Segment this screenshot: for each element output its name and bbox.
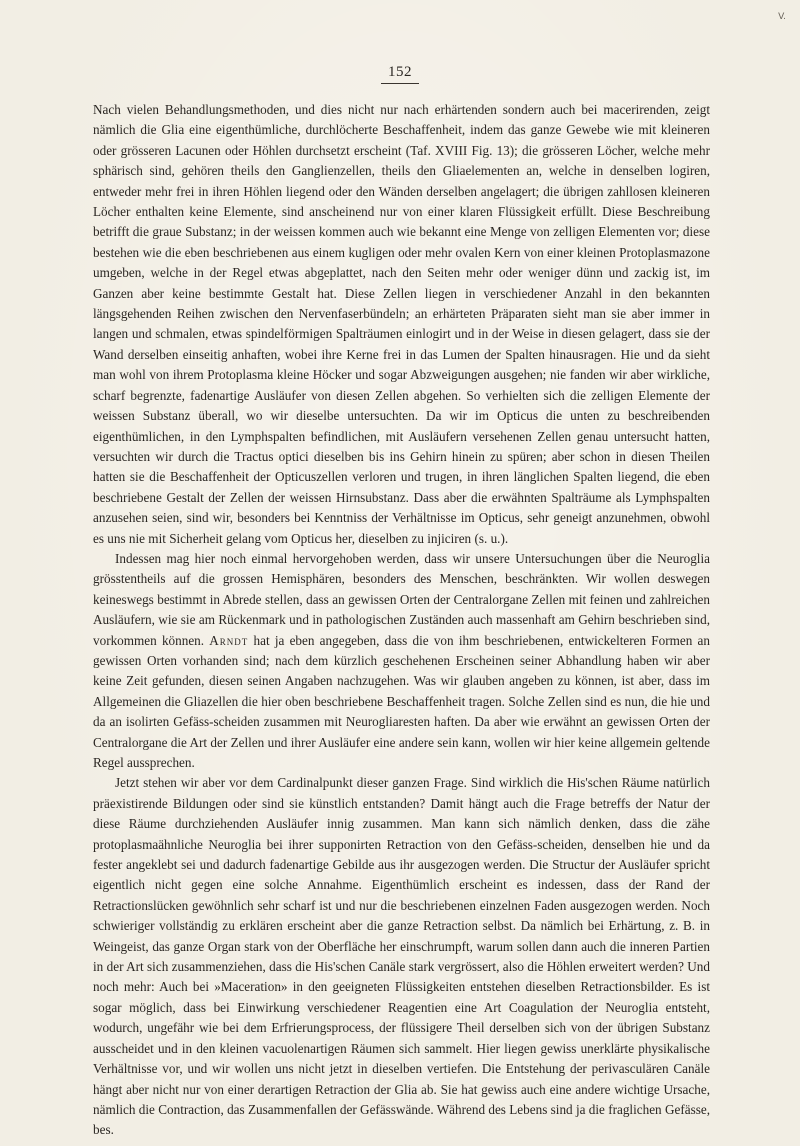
page-number: 152 [388,64,412,80]
page-number-rule [381,83,419,84]
paragraph [93,549,710,773]
paragraph [93,773,710,1140]
text-segment: Jetzt stehen wir aber vor dem Cardinalpunkt dieser ganzen Frage. Sind wirklich die His'schen Räume natürlich präexistirende Bildungen oder sind sie künstlich entstanden? Damit hängt auch die Frage betreffs der Natur der diese Räume durchziehenden Ausläufer innig zusammen. Man kann sich nämlich denken, dass die zähe protoplasmaähnliche Neuroglia bei ihrer supponirten Retraction von den Gefäss-scheiden, denselben hie und da fester angeklebt sei und dadurch fadenartige Gebilde aus ihr ausgezogen werden. Die Structur der Ausläufer spricht eigentlich nicht gegen eine solche Annahme. Eigenthümlich erscheint es indessen, dass der Rand der Retractionslücken gewöhnlich sehr scharf ist und nur die beschriebenen einzelnen Faden ausgezogen werden. Noch schwieriger vollständig zu erklären erscheint aber die ganze Retraction selbst. Da nämlich bei Erhärtung, z. B. in Weingeist, das ganze Organ stark von der Oberfläche her einschrumpft, warum sollen dann auch die inneren Partien in der Art sich zusammenziehen, dass die His'schen Canäle stark vergrössert, also die Höhlen erweitert werden? Und noch mehr: Auch bei »Maceration» in den geeigneten Flüssigkeiten entstehen dieselben Retractionsbilder. Es ist sogar möglich, dass bei Einwirkung verschiedener Reagentien eine Art Coagulation der Neuroglia entsteht, wodurch, ungefähr wie bei dem Erfrierungsprocess, der flüssigere Theil derselben sich von der übrigen Substanz ausscheidet und in den kleinen vacuolenartigen Räumen sich sammelt. Hier liegen gewiss unerklärte physikalische Verhältnisse vor, und wir wollen uns nicht jetzt in dieselben vertiefen. Die Entstehung der perivasculären Canäle hängt aber nicht nur von einer derartigen Retraction der Glia ab. Sie hat gewiss auch eine andere wichtige Ursache, nämlich die Contraction, das Zusammenfallen der Gefässwände. Während des Lebens sind ja die fraglichen Gefässe, bes. [93,775,710,1138]
corner-mark: V. [778,12,786,22]
text-segment: Indessen mag hier noch einmal hervorgehoben werden, dass wir unsere Untersuchungen über die Neuroglia grösstentheils auf die grossen Hemisphären, besonders des Menschen, beschränkten. Wir wollen deswegen keineswegs bestimmt in Abrede stellen, dass an gewissen Orten der Centralorgane Zellen mit feinen und zahlreichen Ausläufern, wie sie am Rückenmark und in pathologischen Zuständen auch massenhaft am Gehirn beschrieben sind, vorkommen können. [93,550,710,648]
body-text [93,100,710,1141]
text-segment: Nach vielen Behandlungsmethoden, und dies nicht nur nach erhärtenden sondern auch bei macerirenden, zeigt nämlich die Glia eine eigenthümliche, durchlöcherte Beschaffenheit, indem das ganze Gewebe wie mit kleineren oder grösseren Lacunen oder Höhlen durchsetzt erscheint (Taf. XVIII Fig. 13); die grösseren Löcher, welche mehr sphärisch sind, gehören theils den Ganglienzellen, theils den Gliaelementen an, welche in denselben logiren, entweder mehr frei in ihren Höhlen liegend oder den Wänden derselben angelagert; die übrigen zahllosen kleineren Löcher enthalten keine Elemente, sind anscheinend nur von einer klaren Flüssigkeit erfüllt. Diese Beschreibung betrifft die graue Substanz; in der weissen kommen auch wie bekannt eine Menge von zelligen Elementen vor; diese bestehen wie die eben beschriebenen aus einem kugligen oder mehr ovalen Kern von einer kleinen Protoplasmazone umgeben, welche in der Regel etwas abgeplattet, nach den Seiten mehr oder weniger dünn und zackig ist, im Ganzen aber keine bestimmte Gestalt hat. Diese Zellen liegen in verschiedener Anzahl in den bekannten längsgehenden Reihen zwischen den Nervenfaserbündeln; an erhärteten Präparaten sieht man sie aber immer in langen und schmalen, etwas spindelförmigen Spalträumen einlogirt und in der Weise in diesen gelagert, dass sie der Wand derselben einseitig anhaften, wobei ihre Kerne frei in das Lumen der Spalten hinausragen. Hie und da sieht man wohl von ihrem Protoplasma kleine Höcker und sogar Abzweigungen ausgehen; nie fanden wir aber wirkliche, scharf begrenzte, fadenartige Ausläufer von diesen Zellen abgehen. So verhielten sich die zelligen Elemente der weissen Substanz überall, wo wir dieselbe untersuchten. Da wir im Opticus die unten zu beschreibenden eigenthümlichen, in den Lymphspalten befindlichen, mit Ausläufern versehenen Zellen genau untersucht hatten, versuchten wir durch die Tractus optici dieselben bis ins Gehirn hinein zu spüren; aber schon in diesen Theilen hatten sie die Beschaffenheit der Opticuszellen verloren und trugen, in ihren länglichen Spalten liegend, die eben beschriebene Gestalt der Zellen der weissen Hirnsubstanz. Dass aber die erwähnten Spalträume als Lymphspalten anzusehen seien, sind wir, besonders bei Kenntniss der Verhältnisse im Opticus, sehr geneigt anzunehmen, obwohl es uns nie mit Sicherheit gelang vom Opticus her, dieselben zu injiciren (s. u.). [93,102,710,546]
author-name: Arndt [209,632,249,648]
text-segment: hat ja eben angegeben, dass die von ihm beschriebenen, entwickelteren Formen an gewissen Orten vorhanden sind; nach dem kürzlich geschehenen Erscheinen seiner Abhandlung haben wir aber keine Zeit gefunden, diesen seinen Angaben nachzugehen. Was wir glauben angeben zu können, ist aber, dass im Allgemeinen die Gliazellen die hier oben beschriebene Beschaffenheit tragen. Solche Zellen sind es nun, die hie und da an isolirten Gefäss-scheiden zusammen mit Neurogliaresten haften. Da aber wie erwähnt an gewissen Orten der Centralorgane die Art der Zellen und ihrer Ausläufer eine andere sein kann, wollen wir hier keine allgemein geltende Regel aussprechen. [93,632,710,770]
paragraph [93,100,710,549]
